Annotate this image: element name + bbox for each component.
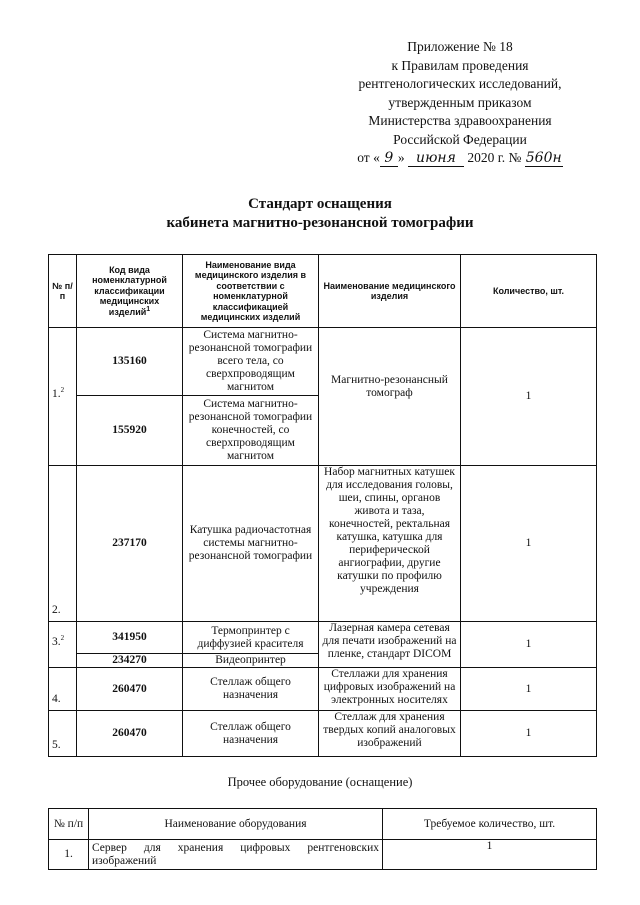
table-header-row [49,255,597,328]
other-equipment-table [48,808,597,870]
row-kind: Стеллаж общего назначения [183,668,319,711]
order-day: 9 [380,151,398,167]
table-row [49,711,597,757]
other-equipment-heading: Прочее оборудование (оснащение) [227,775,413,789]
row-qty: 1 [461,711,597,757]
order-number: 560н [525,150,562,166]
table-header-row [49,809,597,840]
row-code: 237170 [77,466,183,622]
row-qty: 1 [461,668,597,711]
header-num: № п/п [49,809,89,840]
appendix-line: Российской Федерации [393,131,527,147]
date-mid: » [397,150,405,165]
order-month: июня [408,151,464,167]
row-name: Лазерная камера сетевая для печати изображений на пленке, стандарт DICOM [319,622,461,668]
row-qty: 1 [383,840,597,870]
table-row [49,622,597,654]
order-date-line [330,149,590,168]
row-code: 234270 [77,654,183,668]
appendix-line: рентгенологических исследований, [358,76,562,91]
row-name: Стеллажи для хранения цифровых изображений на электронных носителях [319,668,461,711]
header-name: Наименование оборудования [89,809,383,840]
appendix-line: Министерства здравоохранения [368,113,552,128]
row-name: Набор магнитных катушек для исследования головы, шеи, спины, органов живота и таза, конечностей, ректальная катушка, катушка для периферической ангиографии, другие катушки по профилю учреждения [319,466,461,622]
appendix-line: утвержденным приказом [388,94,532,110]
row-name: Сервер для хранения цифровых рентгеновских изображений [89,840,383,870]
order-year: 2020 г. № [467,150,522,165]
row-kind: Катушка радиочастотная системы магнитно-резонансной томографии [183,466,319,622]
row-code: 260470 [77,668,183,711]
row-qty: 1 [461,466,597,622]
row-kind: Видеопринтер [183,654,319,668]
row-code: 341950 [77,622,183,654]
row-kind: Стеллаж общего назначения [183,711,319,757]
header-code: Код вида номенклатурной классификации медицинских изделий$^1$ [77,255,183,328]
row-code: 155920 [77,396,183,466]
row-name: Магнитно-резонансный томограф [319,328,461,466]
appendix-line: Приложение № 18 [407,39,513,54]
table-row [49,328,597,396]
row-qty: 1 [461,622,597,668]
document-subtitle: кабинета магнитно-резонансной томографии [166,215,474,231]
row-num: 2. [49,466,77,622]
equipment-standard-table [48,254,597,757]
appendix-block [330,38,590,168]
row-kind: Система магнитно-резонансной томографии конечностей, со сверхпроводящим магнитом [183,396,319,466]
table-row [49,668,597,711]
row-kind: Система магнитно-резонансной томографии всего тела, со сверхпроводящим магнитом [183,328,319,396]
appendix-line: к Правилам проведения [391,57,529,73]
header-num: № п/п [49,255,77,328]
row-num: 1.$^2$ [49,328,77,466]
row-kind: Термопринтер с диффузией красителя [183,622,319,654]
header-qty: Количество, шт. [461,255,597,328]
row-num: 5. [49,711,77,757]
table-row [49,466,597,622]
document-title: Стандарт оснащения [248,196,392,212]
row-name: Стеллаж для хранения твердых копий аналоговых изображений [319,711,461,757]
header-qty: Требуемое количество, шт. [383,809,597,840]
row-num: 3.$^2$ [49,622,77,668]
table-row [49,840,597,870]
row-num: 4. [49,668,77,711]
row-code: 135160 [77,328,183,396]
date-prefix: от « [357,150,380,165]
row-qty: 1 [461,328,597,466]
header-name: Наименование медицинского изделия [319,255,461,328]
header-kind: Наименование вида медицинского изделия в соответствии с номенклатурной классификацией медицинских изделий [183,255,319,328]
row-num: 1. [49,840,89,870]
row-code: 260470 [77,711,183,757]
